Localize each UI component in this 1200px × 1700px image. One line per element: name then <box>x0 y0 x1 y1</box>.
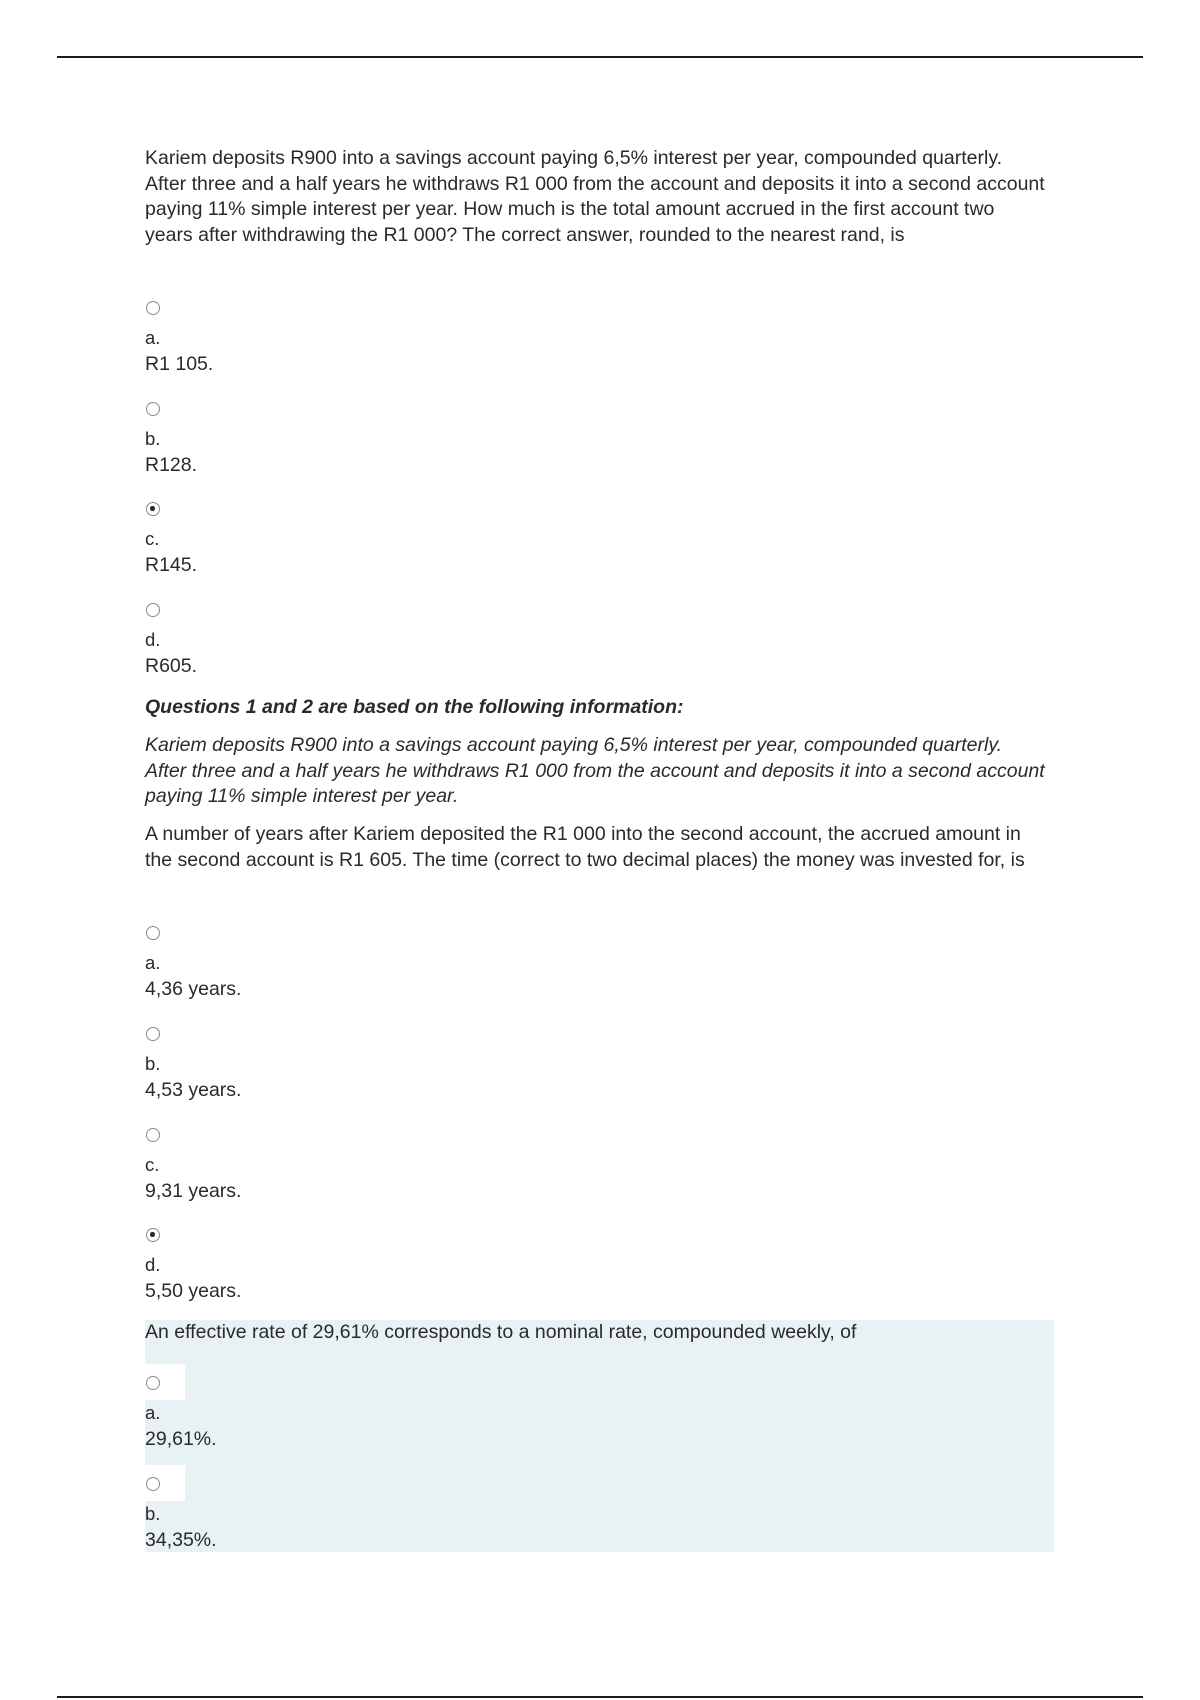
option-answer: R605. <box>145 655 198 677</box>
radio-icon[interactable] <box>146 1376 160 1390</box>
option-answer: 9,31 years. <box>145 1180 242 1202</box>
option-answer: R145. <box>145 554 198 576</box>
radio-icon[interactable] <box>146 926 160 940</box>
option-letter: c. <box>145 528 160 549</box>
info-heading: Questions 1 and 2 are based on the following information: <box>145 696 684 718</box>
option-answer: R128. <box>145 454 198 476</box>
option-b[interactable] <box>145 1027 545 1103</box>
option-d[interactable] <box>145 1228 545 1304</box>
radio-icon[interactable] <box>146 1027 160 1041</box>
option-answer: 34,35%. <box>145 1529 217 1551</box>
info-text: Kariem deposits R900 into a savings account paying 6,5% interest per year, compounded quarterly. After three and a half years he withdraws R1 000 from the account and deposits it into a second account paying 11% simple interest per year. <box>145 734 1045 807</box>
info-heading-block <box>145 695 1045 721</box>
option-d[interactable] <box>145 603 545 679</box>
option-a[interactable] <box>145 1376 545 1452</box>
top-rule <box>57 56 1143 58</box>
question-block-2 <box>145 822 1045 873</box>
radio-icon[interactable] <box>146 301 160 315</box>
option-answer: 4,53 years. <box>145 1079 242 1101</box>
option-letter: d. <box>145 1254 161 1275</box>
option-letter: d. <box>145 629 161 650</box>
option-b[interactable] <box>145 402 545 478</box>
option-letter: b. <box>145 428 161 449</box>
option-a[interactable] <box>145 301 545 377</box>
option-letter: b. <box>145 1503 161 1524</box>
option-letter: a. <box>145 1402 161 1423</box>
radio-selected-icon[interactable] <box>146 1228 160 1242</box>
radio-icon[interactable] <box>146 1128 160 1142</box>
option-letter: c. <box>145 1154 160 1175</box>
option-letter: b. <box>145 1053 161 1074</box>
bottom-rule <box>57 1696 1143 1698</box>
option-a[interactable] <box>145 926 545 1002</box>
info-text-block <box>145 733 1045 810</box>
option-c[interactable] <box>145 502 545 578</box>
option-answer: 5,50 years. <box>145 1280 242 1302</box>
option-c[interactable] <box>145 1128 545 1204</box>
radio-icon[interactable] <box>146 402 160 416</box>
radio-icon[interactable] <box>146 603 160 617</box>
question-text: A number of years after Kariem deposited the R1 000 into the second account, the accrued amount in the second account is R1 605. The time (correct to two decimal places) the money was invested for, is <box>145 823 1025 871</box>
option-answer: R1 105. <box>145 353 214 375</box>
question-text: An effective rate of 29,61% corresponds to a nominal rate, compounded weekly, of <box>145 1321 857 1343</box>
question-block-3 <box>145 1320 1045 1346</box>
radio-icon[interactable] <box>146 1477 160 1491</box>
question-text: Kariem deposits R900 into a savings account paying 6,5% interest per year, compounded quarterly. After three and a half years he withdraws R1 000 from the account and deposits it into a second account paying 11% simple interest per year. How much is the total amount accrued in the first account two years after withdrawing the R1 000? The correct answer, rounded to the nearest rand, is <box>145 147 1045 246</box>
option-letter: a. <box>145 327 161 348</box>
option-answer: 29,61%. <box>145 1428 217 1450</box>
option-letter: a. <box>145 952 161 973</box>
radio-selected-icon[interactable] <box>146 502 160 516</box>
question-block-1 <box>145 146 1045 248</box>
option-answer: 4,36 years. <box>145 978 242 1000</box>
option-b[interactable] <box>145 1477 545 1553</box>
